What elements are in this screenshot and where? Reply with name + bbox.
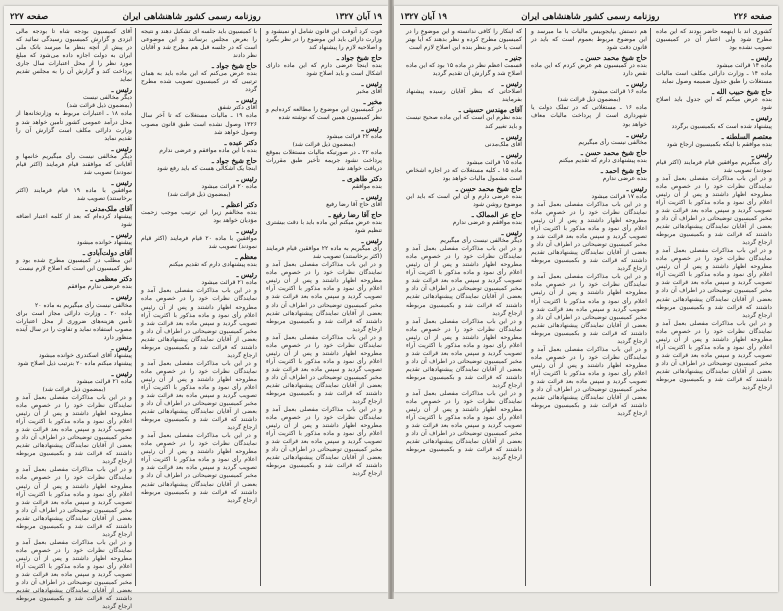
paragraph xyxy=(531,80,647,96)
paragraph-text: دیگر مخالفی نیست xyxy=(82,94,132,102)
paragraph-text: ماده ۱۵ قرائت میشود xyxy=(466,158,522,166)
paragraph-text: هم دستش بپایجوبیس مالیات با ما میرسد و این موضوع مربوط بعموم است که باید در قانون دقت شود xyxy=(531,28,647,52)
paragraph xyxy=(656,114,772,130)
speaker-name: رئیس ـ xyxy=(236,227,257,236)
paragraph-text: بنده پیشنهادی دارم که تقدیم میکنم xyxy=(559,156,647,164)
paragraph xyxy=(406,185,522,209)
paragraph xyxy=(531,167,647,183)
speaker-name: دکتر عبده ـ xyxy=(224,138,257,147)
right-page-header xyxy=(400,10,772,25)
paragraph xyxy=(406,80,522,104)
speaker-name: حاج شیخ محمد حسن ـ xyxy=(580,54,647,63)
paragraph xyxy=(141,191,257,199)
paragraph-text: آقای دکتر شفق xyxy=(217,104,257,112)
speaker-name: آقای مهندس حسینی ـ xyxy=(458,106,522,115)
paragraph-text: ماده ۱۹ ـ مالیات مستغلات که تا آخر سال ۱۳۲۶ وصول نشده است طبق قانون مصوب وصول خواهد شد xyxy=(141,112,257,136)
speaker-name: حاج شیخ محمد حسن ـ xyxy=(580,148,647,157)
paragraph-text: پیشنهاد شده است که بکمیسیون برگردد xyxy=(671,122,772,130)
speaker-name: مخبر ـ xyxy=(363,98,382,107)
paragraph xyxy=(656,133,772,149)
speaker-name: حاج شیخ محمد حسن ـ xyxy=(455,184,522,193)
left-header-title: روزنامه رسمی کشور شاهنشاهی ایران xyxy=(122,12,261,22)
paragraph-text: بنده نظرم این است که این ماده صحیح نیست و باید تغییر کند xyxy=(406,114,522,130)
speaker-name: حاج شیخ جواد ـ xyxy=(211,62,257,71)
paragraph xyxy=(16,360,132,368)
paragraph xyxy=(16,370,132,386)
paragraph xyxy=(16,205,132,229)
speaker-name: حاج آقا رضا رفیع ـ xyxy=(328,210,382,219)
paragraph-text: ماده ۲۰ قرائت میشود xyxy=(201,182,257,190)
speaker-name: آقای دولت‌آبادی ـ xyxy=(82,249,132,258)
paragraph-text: ماده ۱۴ قرائت میشود xyxy=(716,62,772,70)
paragraph-text: رأی میگیریم به ماده ۲۲ موافقین قیام فرمایند (اکثر برخاستند) تصویب شد xyxy=(266,245,382,261)
paragraph-text: ماده ۲۰ ـ وزارت دارائی مجاز است برای تأمین هزینه‌های ضروری از محل اعتبارات مصوب استفاده نماید و تفاوت را در سال آینده منظور دارد xyxy=(16,309,132,341)
body-text: و در این باب مذاکرات مفصلی بعمل آمد و نمایندگان نظرات خود را در خصوص ماده مطروحه اظهار داشتند و پس از آن رئیس اعلام رأی نمود و ماده مذکور با اکثریت آراء تصویب گردید و سپس ماده بعد قرائت شد و مخبر کمیسیون توضیحاتی در اطراف آن داد و بعضی از آقایان نمایندگان پیشنهادهائی تقدیم داشتند که قرائت شد و بکمیسیون مربوطه ارجاع گردید xyxy=(531,200,647,273)
paragraph-text: بنده عرضی ندارم موافقم xyxy=(67,283,132,291)
body-text: و در این باب مذاکرات مفصلی بعمل آمد و نمایندگان نظرات خود را در خصوص ماده مطروحه اظهار داشتند و پس از آن رئیس اعلام رأی نمود و ماده مذکور با اکثریت آراء تصویب گردید و سپس ماده بعد قرائت شد و مخبر کمیسیون توضیحاتی در اطراف آن داد و بعضی از آقایان نمایندگان پیشنهادهائی تقدیم داشتند که قرائت شد و بکمیسیون مربوطه ارجاع گردید xyxy=(656,174,772,247)
paragraph xyxy=(16,386,132,394)
body-text: و در این باب مذاکرات مفصلی بعمل آمد و نمایندگان نظرات خود را در خصوص ماده مطروحه اظهار داشتند و پس از آن رئیس اعلام رأی نمود و ماده مذکور با اکثریت آراء تصویب گردید و سپس ماده بعد قرائت شد و مخبر کمیسیون توضیحاتی در اطراف آن داد و بعضی از آقایان نمایندگان پیشنهادهائی تقدیم داشتند که قرائت شد و بکمیسیون مربوطه ارجاع گردید xyxy=(266,261,382,333)
reading-note: (بمضمون ذیل قرائت شد) xyxy=(42,386,106,393)
paragraph xyxy=(266,54,382,78)
body-text: و در این باب مذاکرات مفصلی بعمل آمد و نمایندگان نظرات خود را در خصوص ماده مطروحه اظهار داشتند و پس از آن رئیس اعلام رأی نمود و ماده مذکور با اکثریت آراء تصویب گردید و سپس ماده بعد قرائت شد و مخبر کمیسیون توضیحاتی در اطراف آن داد و بعضی از آقایان نمایندگان پیشنهادهائی تقدیم داشتند که قرائت شد و بکمیسیون مربوطه ارجاع گردید xyxy=(16,538,132,611)
paragraph xyxy=(266,149,382,173)
left-page-columns xyxy=(10,28,382,611)
speaker-name: حاج شیخ جواد ـ xyxy=(336,54,382,63)
speaker-name: رئیس ـ xyxy=(111,369,132,378)
speaker-name: رئیس ـ xyxy=(751,54,772,63)
paragraph-text: بنده موافقم با اینکه بکمیسیون ارجاع شود xyxy=(666,140,772,148)
paragraph-text: بنده مخالفم زیرا این ترتیب موجب زحمت مؤدیان خواهد بود xyxy=(141,208,257,225)
right-col-3 xyxy=(406,28,522,586)
speaker-name: رئیس ـ xyxy=(751,150,772,159)
speaker-name: رئیس ـ xyxy=(111,343,132,352)
speaker-name: رئیس ـ xyxy=(236,271,257,280)
paragraph-text: ماده ۲۲ قرائت میشود xyxy=(326,132,382,140)
paragraph xyxy=(16,110,132,142)
paragraph xyxy=(16,179,132,203)
body-text: و در این باب مذاکرات مفصلی بعمل آمد و نمایندگان نظرات خود را در خصوص ماده مطروحه اظهار داشتند و پس از آن رئیس اعلام رأی نمود و ماده مذکور با اکثریت آراء تصویب گردید و سپس ماده بعد قرائت شد و مخبر کمیسیون توضیحاتی در اطراف آن داد و بعضی از آقایان نمایندگان پیشنهادهائی تقدیم داشتند که قرائت شد و بکمیسیون مربوطه ارجاع گردید xyxy=(141,287,257,359)
speaker-name: حاج عز الممالک ـ xyxy=(471,210,522,219)
paragraph-text: ماده ۲۱ قرائت میشود xyxy=(76,377,132,385)
right-header-page-number: صفحه ۲۲۶ xyxy=(733,12,772,22)
paragraph xyxy=(531,28,647,52)
paragraph xyxy=(141,96,257,112)
left-header-date: ۱۹ آبان ۱۳۲۷ xyxy=(335,12,382,22)
body-text: و در این باب مذاکرات مفصلی بعمل آمد و نمایندگان نظرات خود را در خصوص ماده مطروحه اظهار داشتند و پس از آن رئیس اعلام رأی نمود و ماده مذکور با اکثریت آراء تصویب گردید و سپس ماده بعد قرائت شد و مخبر کمیسیون توضیحاتی در اطراف آن داد و بعضی از آقایان نمایندگان پیشنهادهائی تقدیم داشتند که قرائت شد و بکمیسیون مربوطه ارجاع گردید xyxy=(656,319,772,392)
body-text: و در این باب مذاکرات مفصلی بعمل آمد و نمایندگان نظرات خود را در خصوص ماده مطروحه اظهار داشتند و پس از آن رئیس اعلام رأی نمود و ماده مذکور با اکثریت آراء تصویب گردید و سپس ماده بعد قرائت شد و مخبر کمیسیون توضیحاتی در اطراف آن داد و بعضی از آقایان نمایندگان پیشنهادهائی تقدیم داشتند که قرائت شد و بکمیسیون مربوطه ارجاع گردید xyxy=(141,359,257,432)
body-text: و در این باب مذاکرات مفصلی بعمل آمد و نمایندگان نظرات خود را در خصوص ماده مطروحه اظهار داشتند و پس از آن رئیس اعلام رأی نمود و ماده مذکور با اکثریت آراء تصویب گردید و سپس ماده بعد قرائت شد و مخبر کمیسیون توضیحاتی در اطراف آن داد و بعضی از آقایان نمایندگان پیشنهادهائی تقدیم داشتند که قرائت شد و بکمیسیون مربوطه ارجاع گردید xyxy=(16,394,132,466)
paragraph xyxy=(406,151,522,167)
paragraph-text: با کمیسیون باید جلسه ای تشکیل دهند و نتیجه را بعرض مجلس برسانند و این موضوعی است که در جلسه قبل هم مطرح شد و آقایان نظر دادند xyxy=(141,28,257,60)
speaker-name: رئیس ـ xyxy=(361,124,382,133)
paragraph-text: دیگر مخالفی نیست رأی میگیریم xyxy=(440,237,522,245)
body-text: و در این باب مذاکرات مفصلی بعمل آمد و نمایندگان نظرات خود را در خصوص ماده مطروحه اظهار داشتند و پس از آن رئیس اعلام رأی نمود و ماده مذکور با اکثریت آراء تصویب گردید و سپس ماده بعد قرائت شد و مخبر کمیسیون توضیحاتی در اطراف آن داد و بعضی از آقایان نمایندگان پیشنهادهائی تقدیم داشتند که قرائت شد و بکمیسیون مربوطه ارجاع گردید xyxy=(656,247,772,319)
paragraph-text: اینجا یک اشکالی هست که باید رفع شود xyxy=(157,164,257,172)
paragraph xyxy=(656,151,772,175)
paragraph xyxy=(16,28,132,84)
paragraph xyxy=(266,80,382,96)
paragraph xyxy=(141,201,257,225)
paragraph-text: (بمضمون ذیل قرائت شد) xyxy=(66,102,132,110)
paragraph-text: آقای حاج آقا رضا رفیع xyxy=(326,200,382,208)
paragraph xyxy=(16,344,132,360)
body-text: و در این باب مذاکرات مفصلی بعمل آمد و نمایندگان نظرات خود را در خصوص ماده مطروحه اظهار داشتند و پس از آن رئیس اعلام رأی نمود و ماده مذکور با اکثریت آراء تصویب گردید و سپس ماده بعد قرائت شد و مخبر کمیسیون توضیحاتی در اطراف آن داد و بعضی از آقایان نمایندگان پیشنهادهائی تقدیم داشتند که قرائت شد و بکمیسیون مربوطه ارجاع گردید xyxy=(16,466,132,538)
speaker-name: رئیس ـ xyxy=(361,192,382,201)
column-rule xyxy=(525,28,526,586)
speaker-name: رئیس ـ xyxy=(501,80,522,89)
paragraph-text: قسمت اعظم نظر در ماده ۱۵ بود که این ماده اصلاح شد و گزارش آن تقدیم گردید xyxy=(406,62,522,78)
speaker-name: دکتر معظمی ـ xyxy=(90,275,132,284)
body-text: و در این باب مذاکرات مفصلی بعمل آمد و نمایندگان نظرات خود را در خصوص ماده مطروحه اظهار داشتند و پس از آن رئیس اعلام رأی نمود و ماده مذکور با اکثریت آراء تصویب گردید و سپس ماده بعد قرائت شد و مخبر کمیسیون توضیحاتی در اطراف آن داد و بعضی از آقایان نمایندگان پیشنهادهائی تقدیم داشتند که قرائت شد و بکمیسیون مربوطه ارجاع گردید xyxy=(141,432,257,504)
body-text: و در این باب مذاکرات مفصلی بعمل آمد و نمایندگان نظرات خود را در خصوص ماده مطروحه اظهار داشتند و پس از آن رئیس اعلام رأی نمود و ماده مذکور با اکثریت آراء تصویب گردید و سپس ماده بعد قرائت شد و مخبر کمیسیون توضیحاتی در اطراف آن داد و بعضی از آقایان نمایندگان پیشنهادهائی تقدیم داشتند که قرائت شد و بکمیسیون مربوطه ارجاع گردید xyxy=(406,245,522,317)
paragraph xyxy=(141,139,257,155)
speaker-name: رئیس ـ xyxy=(501,132,522,141)
body-text: و در این باب مذاکرات مفصلی بعمل آمد و نمایندگان نظرات خود را در خصوص ماده مطروحه اظهار داشتند و پس از آن رئیس اعلام رأی نمود و ماده مذکور با اکثریت آراء تصویب گردید و سپس ماده بعد قرائت شد و مخبر کمیسیون توضیحاتی در اطراف آن داد و بعضی از آقایان نمایندگان پیشنهادهائی تقدیم داشتند که قرائت شد و بکمیسیون مربوطه ارجاع گردید xyxy=(406,390,522,462)
paragraph xyxy=(531,54,647,78)
paragraph xyxy=(656,28,772,52)
paragraph-text: آقای مخبر xyxy=(356,88,382,96)
paragraph-text: ماده ۱۶ ـ مستغلاتی که در تملک دولت یا شهرداری است از پرداخت مالیات معاف خواهد بود xyxy=(531,104,647,128)
paragraph-text: ماده ۱۷ قرائت میشود xyxy=(591,192,647,200)
paragraph-text: این مطلب در کمیسیون مطرح شده بود و نظر کمیسیون این است که اصلاح لازم نیست xyxy=(16,257,132,273)
speaker-name: رئیس ـ xyxy=(236,174,257,183)
paragraph xyxy=(406,106,522,130)
left-header-page-number: صفحه ۲۲۷ xyxy=(10,12,49,22)
paragraph xyxy=(531,149,647,165)
paragraph xyxy=(406,229,522,245)
paragraph xyxy=(656,88,772,112)
paragraph xyxy=(266,98,382,122)
speaker-name: رئیس ـ xyxy=(111,231,132,240)
paragraph-text: آقای کمیسیون بودجه شاه تا بودجه مالی ایزدی و گزارش کمیسیون رسیدگی نمائید که در پیش از آنچه بنظر ما میرسد بانک ملی ایران به دولت اجازه داده می‌شود که مبلغ مورد نظر را از محل اعتبارات سال جاری پرداخت کند و گزارش آن را به مجلس تقدیم نماید xyxy=(16,28,132,84)
speaker-name: رئیس ـ xyxy=(111,144,132,153)
paragraph xyxy=(266,125,382,141)
paragraph-text: که اینکار را کافی ندانسته و این موضوع را در کمیسیون مطرح کرده و نظر بدهند که آیا بهتر است یا خیر و بنظر بنده این اصلاح لازم است xyxy=(406,28,522,52)
paragraph xyxy=(16,145,132,177)
right-page xyxy=(394,6,778,592)
paragraph xyxy=(266,211,382,235)
paragraph xyxy=(406,211,522,227)
column-rule xyxy=(650,28,651,586)
body-text: و در این باب مذاکرات مفصلی بعمل آمد و نمایندگان نظرات خود را در خصوص ماده مطروحه اظهار داشتند و پس از آن رئیس اعلام رأی نمود و ماده مذکور با اکثریت آراء تصویب گردید و سپس ماده بعد قرائت شد و مخبر کمیسیون توضیحاتی در اطراف آن داد و بعضی از آقایان نمایندگان پیشنهادهائی تقدیم داشتند که قرائت شد و بکمیسیون مربوطه ارجاع گردید xyxy=(266,333,382,406)
paragraph xyxy=(141,112,257,136)
speaker-name: حاج شیخ احمد ـ xyxy=(600,166,647,175)
left-col-3 xyxy=(16,28,133,611)
left-col-2 xyxy=(141,28,257,586)
speaker-name: معظم ـ xyxy=(235,253,257,262)
paragraph xyxy=(406,28,522,52)
speaker-name: رئیس ـ xyxy=(236,96,257,105)
column-rule xyxy=(260,28,261,586)
paragraph xyxy=(266,193,382,209)
paragraph-text: مخالفی نیست رأی میگیریم به ماده ۲۰ xyxy=(34,301,132,309)
paragraph-text: بنده عرضی دارم و آن این است که باید این موضوع روشن شود xyxy=(406,192,522,208)
reading-note: (بمضمون ذیل قرائت شد) xyxy=(557,97,621,104)
paragraph xyxy=(266,237,382,261)
right-col-1 xyxy=(656,28,772,586)
paragraph-text: بنده موافقم و عرضی ندارم xyxy=(452,219,522,227)
paragraph-text: موافقین با ماده ۱۹ قیام فرمایند (اکثر برخاستند) تصویب شد xyxy=(16,186,132,202)
paragraph xyxy=(406,54,522,78)
paragraph-text: ماده ۱۵ ـ کلیه مستغلات که در اجاره اشخاص است مشمول مالیات خواهد بود xyxy=(406,166,522,182)
paragraph xyxy=(531,185,647,201)
speaker-name: رئیس ـ xyxy=(751,114,772,123)
right-col-2 xyxy=(531,28,647,586)
paragraph xyxy=(141,175,257,191)
body-text: و در این باب مذاکرات مفصلی بعمل آمد و نمایندگان نظرات خود را در خصوص ماده مطروحه اظهار داشتند و پس از آن رئیس اعلام رأی نمود و ماده مذکور با اکثریت آراء تصویب گردید و سپس ماده بعد قرائت شد و مخبر کمیسیون توضیحاتی در اطراف آن داد و بعضی از آقایان نمایندگان پیشنهادهائی تقدیم داشتند که قرائت شد و بکمیسیون مربوطه ارجاع گردید xyxy=(406,317,522,389)
paragraph xyxy=(16,310,132,342)
speaker-name: آقای ملک‌مدنی ـ xyxy=(85,204,132,213)
paragraph xyxy=(16,231,132,247)
body-text: و در این باب مذاکرات مفصلی بعمل آمد و نمایندگان نظرات خود را در خصوص ماده مطروحه اظهار داشتند و پس از آن رئیس اعلام رأی نمود و ماده مذکور با اکثریت آراء تصویب گردید و سپس ماده بعد قرائت شد و مخبر کمیسیون توضیحاتی در اطراف آن داد و بعضی از آقایان نمایندگان پیشنهادهائی تقدیم داشتند که قرائت شد و بکمیسیون مربوطه ارجاع گردید xyxy=(266,406,382,478)
paragraph xyxy=(656,70,772,86)
speaker-name: رئیس ـ xyxy=(626,184,647,193)
paragraph xyxy=(531,131,647,147)
speaker-name: رئیس ـ xyxy=(501,229,522,238)
speaker-name: رئیس ـ xyxy=(111,86,132,95)
paragraph-text: دیگر مخالفی نیست رأی میگیریم خانمها و آقایانی که موافقند قیام فرمایند (اکثر قیام نمودند) تصویب شد xyxy=(16,152,132,176)
paragraph xyxy=(531,104,647,128)
paragraph-text: در کمیسیون این موضوع را مطالعه کرده‌ایم و نظر کمیسیون همین است که نوشته شده xyxy=(266,106,382,122)
paragraph-text: پیشنهاد آقای اسکندری خوانده میشود xyxy=(38,351,132,359)
speaker-name: رئیس ـ xyxy=(626,80,647,89)
paragraph-text: بنده عرض میکنم این ماده باید با دقت بیشتری تنظیم شود xyxy=(266,219,382,235)
speaker-name: رئیس ـ xyxy=(626,130,647,139)
paragraph xyxy=(16,249,132,273)
speaker-name: رئیس ـ xyxy=(361,80,382,89)
speaker-name: دکتر اعظم ـ xyxy=(221,200,257,209)
paragraph-text: ماده ۲۱ قرائت میشود xyxy=(201,279,257,287)
paragraph xyxy=(141,157,257,173)
body-text: و در این باب مذاکرات مفصلی بعمل آمد و نمایندگان نظرات خود را در خصوص ماده مطروحه اظهار داشتند و پس از آن رئیس اعلام رأی نمود و ماده مذکور با اکثریت آراء تصویب گردید و سپس ماده بعد قرائت شد و مخبر کمیسیون توضیحاتی در اطراف آن داد و بعضی از آقایان نمایندگان پیشنهادهائی تقدیم داشتند که قرائت شد و بکمیسیون مربوطه ارجاع گردید xyxy=(531,273,647,345)
speaker-name: حاج شیخ جواد ـ xyxy=(211,156,257,165)
paragraph-text: بنده عرضی ندارم xyxy=(602,174,647,182)
body-text: و در این باب مذاکرات مفصلی بعمل آمد و نمایندگان نظرات خود را در خصوص ماده مطروحه اظهار داشتند و پس از آن رئیس اعلام رأی نمود و ماده مذکور با اکثریت آراء تصویب گردید و سپس ماده بعد قرائت شد و مخبر کمیسیون توضیحاتی در اطراف آن داد و بعضی از آقایان نمایندگان پیشنهادهائی تقدیم داشتند که قرائت شد و بکمیسیون مربوطه ارجاع گردید xyxy=(531,345,647,418)
speaker-name: معتصم السلطنه ـ xyxy=(721,132,772,141)
speaker-name: جنیر ـ xyxy=(505,54,522,63)
reading-note: (بمضمون ذیل قرائت شد) xyxy=(292,141,356,148)
paragraph-text: ماده ۱۶ قرائت میشود xyxy=(591,88,647,96)
paragraph-text: بنده اینجا عرضی دارم که این ماده دارای اشکال است و باید اصلاح شود xyxy=(266,62,382,78)
paragraph xyxy=(141,253,257,269)
paragraph-text: بنده عرض می‌کنم که این ماده باید به همان ترتیبی که در کمیسیون تصویب شده مطرح گردد xyxy=(141,70,257,94)
paragraph xyxy=(141,28,257,60)
paragraph-text: پیشنهاد کرده‌ام که بعد از کلمه اعتبار اضافه شود xyxy=(16,213,132,229)
paragraph-text: ماده ۲۲ ـ در صورتیکه مالیات مستغلات بموقع پرداخت نشود جریمه تأخیر طبق مقررات دریافت خواهد شد xyxy=(266,148,382,172)
speaker-name: رئیس ـ xyxy=(501,150,522,159)
paragraph-text: مخالفی نیست رأی میگیریم xyxy=(578,138,647,146)
paragraph xyxy=(531,96,647,104)
paragraph-text: پیشنهاد میکنم ماده ۲۰ بترتیب ذیل اصلاح شود xyxy=(17,359,132,367)
paragraph-text: اصلاحاتی که بنظر آقایان رسیده پیشنهاد بفرمایند xyxy=(406,88,522,104)
paragraph-text: کشوری اند با اینهمه حاضر بودند که این ماده مطرح شود ولی اعتبار آن در کمیسیون تصویب نشده بود xyxy=(656,28,772,52)
speaker-name: رئیس ـ xyxy=(111,178,132,187)
paragraph-text: بنده پیشنهادی دارم که تقدیم میکنم xyxy=(169,261,257,269)
speaker-name: رئیس ـ xyxy=(361,237,382,246)
right-page-columns xyxy=(400,28,772,586)
column-rule xyxy=(135,28,136,586)
left-col-1 xyxy=(266,28,382,586)
paragraph xyxy=(406,133,522,149)
paragraph-text: بنده موافقم xyxy=(351,182,382,190)
paragraph xyxy=(141,62,257,94)
left-page xyxy=(4,6,388,611)
paragraph-text: ماده ۱۸ ـ اعتبارات مربوط به وزارتخانه‌ها از محل درآمد عمومی کشور تأمین خواهد شد و وزارت دارائی مکلف است گزارش آن را تقدیم نماید xyxy=(16,110,133,142)
speaker-name: حاج شیخ حبیب الله ـ xyxy=(712,88,772,97)
right-header-date: ۱۹ آبان ۱۳۲۷ xyxy=(400,12,447,22)
paragraph xyxy=(141,227,257,251)
paragraph xyxy=(266,175,382,191)
paragraph-text: ماده ۱۴ ـ وزارت دارائی مکلف است مالیات مستغلات را طبق جدول ضمیمه وصول نماید xyxy=(656,70,772,86)
paragraph-text: بنده در کمیسیون هم عرض کردم که این ماده نقص دارد xyxy=(531,62,647,78)
paragraph xyxy=(406,167,522,183)
paragraph xyxy=(266,28,382,52)
paragraph xyxy=(16,102,132,110)
right-header-title: روزنامه رسمی کشور شاهنشاهی ایران xyxy=(521,12,660,22)
paragraph-text: فوت کرد آنوقت این قانون شامل او نمیشود و وزارت دارائی باید این موضوع را در نظر بگیرد و اصلاحیه لازم را پیشنهاد کند xyxy=(266,28,382,52)
paragraph-text: موافقین با ماده ۲۰ قیام فرمایند (اکثر قیام نمودند) تصویب شد xyxy=(141,235,257,251)
paragraph xyxy=(266,141,382,149)
paragraph-text: بنده عرض میکنم که این جدول باید اصلاح شود xyxy=(656,96,772,112)
paragraph xyxy=(16,275,132,291)
speaker-name: رئیس ـ xyxy=(111,293,132,302)
speaker-name: دکتر طاهری ـ xyxy=(342,174,382,183)
paragraph xyxy=(141,271,257,287)
paragraph xyxy=(16,86,132,102)
reading-note: (بمضمون ذیل قرائت شد) xyxy=(167,191,231,198)
paragraph-text: رأی میگیریم موافقین قیام فرمایند (اکثر قیام نمودند) تصویب شد xyxy=(656,158,772,174)
paragraph xyxy=(16,293,132,309)
paragraph-text: آقای ملک‌مدنی xyxy=(484,140,522,148)
left-page-header xyxy=(10,10,382,25)
paragraph xyxy=(656,54,772,70)
paragraph-text: پیشنهاد خوانده میشود xyxy=(76,239,132,247)
paragraph-text: بنده با این ماده موافقم و عرضی ندارم xyxy=(159,146,257,154)
